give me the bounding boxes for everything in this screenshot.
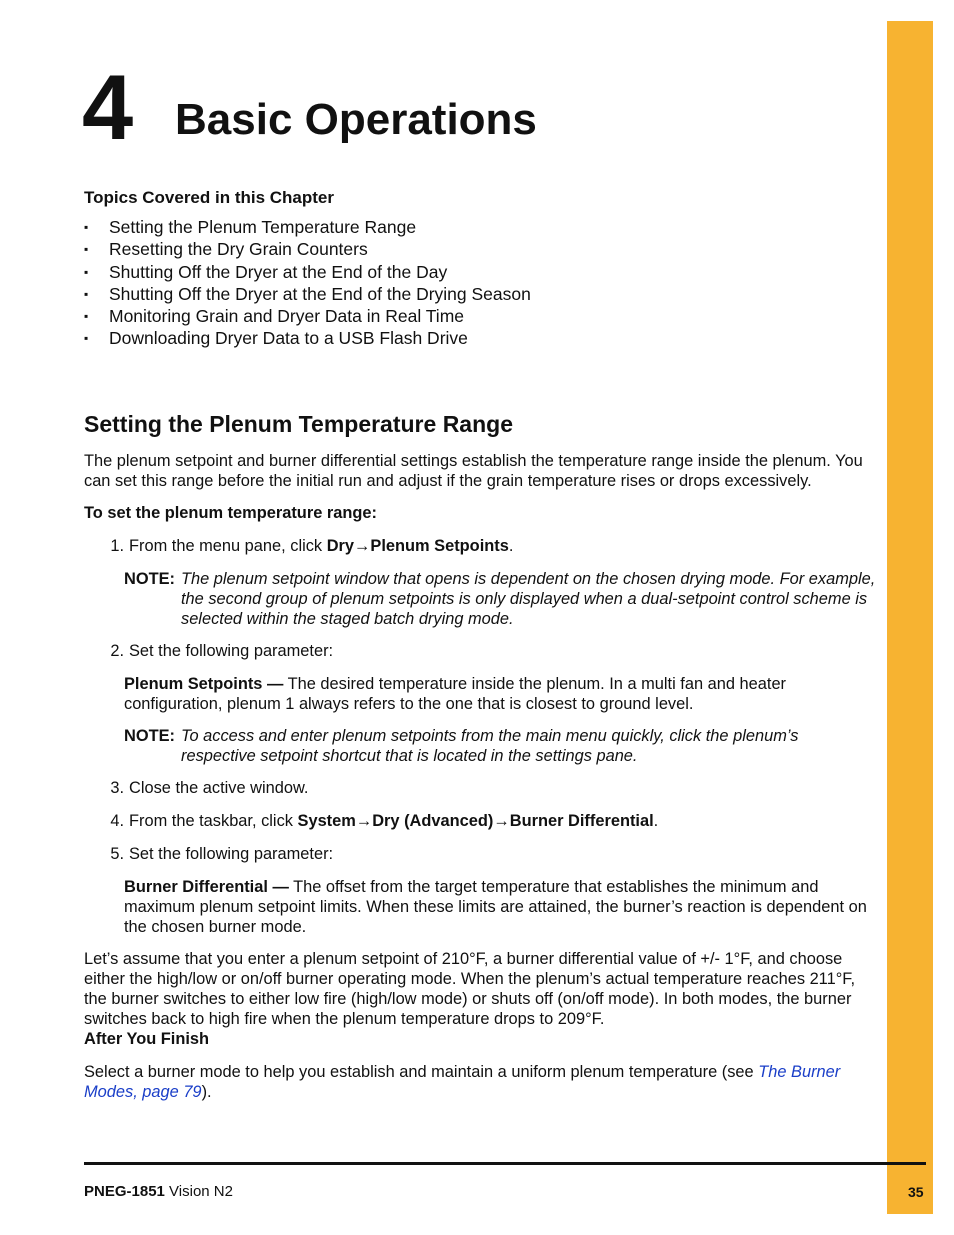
topics-heading: Topics Covered in this Chapter — [84, 188, 335, 207]
step-number: 5. — [110, 844, 124, 863]
note-1 — [124, 569, 876, 629]
note-label: NOTE: — [124, 726, 175, 745]
section-heading: Setting the Plenum Temperature Range — [84, 410, 513, 437]
product-name: Vision N2 — [164, 1183, 233, 1200]
param-name: Plenum Setpoints — — [124, 674, 284, 693]
topic-item: ▪ Resetting the Dry Grain Counters — [84, 238, 876, 260]
param-plenum-setpoints — [124, 674, 876, 714]
after-you-finish-heading: After You Finish — [84, 1029, 210, 1048]
procedure-heading: To set the plenum temperature range: — [84, 503, 377, 522]
note-label: NOTE: — [124, 569, 175, 588]
chapter-side-tab — [887, 21, 933, 1214]
topic-item: ▪ Setting the Plenum Temperature Range — [84, 216, 876, 238]
topic-item: ▪ Monitoring Grain and Dryer Data in Real Time — [84, 305, 876, 327]
note-text: To access and enter plenum setpoints from the main menu quickly, click the plenum’s respective setpoint shortcut that is located in the settings pane. — [181, 726, 799, 765]
chapter-title: Basic Operations — [175, 95, 537, 144]
step-text: Set the following parameter: — [129, 641, 334, 660]
page-number: 35 — [908, 1184, 924, 1200]
topic-item: ▪ Shutting Off the Dryer at the End of the Drying Season — [84, 283, 876, 305]
topic-item: ▪ Downloading Dryer Data to a USB Flash Drive — [84, 327, 876, 349]
step-text: Close the active window. — [129, 778, 309, 797]
note-2 — [124, 726, 876, 766]
step-number: 1. — [110, 536, 124, 555]
step-number: 4. — [110, 811, 124, 830]
example-paragraph: Let’s assume that you enter a plenum setpoint of 210°F, a burner differential value of +/- 1°F, and choose either the high/low or on/off burner operating mode. When the plenum’s actual temperature reaches 211°F, the burner switches to either low fire (high/low mode) or shuts off (on/off mode). In both modes, the burner switches back to high fire when the plenum temperature drops to 209°F. — [84, 949, 855, 1028]
topics-list — [84, 216, 876, 350]
param-burner-differential — [124, 877, 876, 937]
after-paragraph — [84, 1062, 876, 1102]
after-text: Select a burner mode to help you establish and maintain a uniform plenum temperature (see — [84, 1062, 759, 1081]
step-5 — [84, 844, 876, 864]
menu-path: Dry→Plenum Setpoints — [326, 536, 509, 555]
step-number: 2. — [110, 641, 124, 660]
step-text — [129, 536, 513, 556]
footer-doc-info — [84, 1183, 233, 1200]
menu-path: System→Dry (Advanced)→Burner Differential — [297, 811, 654, 830]
doc-id: PNEG-1851 — [84, 1183, 165, 1200]
after-suffix: ). — [201, 1082, 212, 1101]
footer-rule — [84, 1162, 926, 1165]
step-suffix: . — [508, 536, 514, 555]
intro-paragraph: The plenum setpoint and burner differential settings establish the temperature range inside the plenum. You can set this range before the initial run and adjust if the grain temperature rises or drops excessively. — [84, 451, 863, 490]
step-prefix: From the menu pane, click — [129, 536, 327, 555]
step-4 — [84, 811, 876, 831]
step-3 — [84, 778, 876, 798]
step-2 — [84, 641, 876, 661]
burner-modes-link[interactable]: The Burner Modes, page 79 — [84, 1062, 841, 1101]
param-name: Burner Differential — — [124, 877, 289, 896]
param-description: The desired temperature inside the plenum. In a multi fan and heater configuration, plenum 1 always refers to the one that is closest to ground level. — [124, 674, 787, 713]
page-content — [84, 188, 876, 1102]
note-text: The plenum setpoint window that opens is dependent on the chosen drying mode. For example, the second group of plenum setpoints is only displayed when a dual-setpoint control scheme is selected within the staged batch drying mode. — [181, 569, 876, 628]
step-number: 3. — [110, 778, 124, 797]
step-text — [129, 811, 658, 831]
param-description: The offset from the target temperature that establishes the minimum and maximum plenum setpoint limits. When these limits are attained, the burner’s reaction is dependent on the chosen burner mode. — [124, 877, 867, 936]
step-prefix: From the taskbar, click — [129, 811, 298, 830]
step-suffix: . — [653, 811, 659, 830]
step-text: Set the following parameter: — [129, 844, 334, 863]
step-1 — [84, 536, 876, 556]
chapter-number: 4 — [82, 57, 132, 159]
topic-item: ▪ Shutting Off the Dryer at the End of the Day — [84, 261, 876, 283]
